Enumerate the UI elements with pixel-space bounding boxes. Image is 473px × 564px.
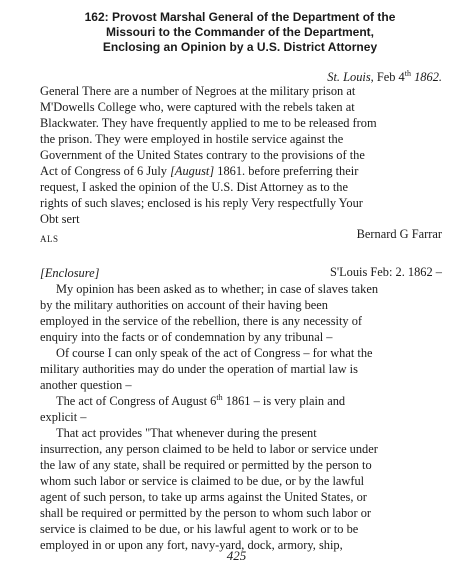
enclosure-line: employed in or upon any fort, navy-yard, dock, armory, ship, <box>40 538 343 552</box>
letter-line: Government of the United States contrary to the provisions of the <box>40 148 365 162</box>
letter-line: Obt sert <box>40 212 80 226</box>
letter-line: rights of such slaves; enclosed is his reply Very respectfully Your <box>40 196 363 210</box>
enclosure-line: enquiry into the facts or of condemnation by any tribunal – <box>40 330 333 344</box>
enclosure-label: [Enclosure] <box>40 266 100 280</box>
enclosure-dateline: S'Louis Feb: 2. 1862 – <box>329 265 442 279</box>
title-line-2: Missouri to the Commander of the Department, <box>105 25 375 39</box>
letter-line: Act of Congress of 6 July [August] 1861. before preferring their <box>40 164 359 178</box>
letter-line: the prison. They were employed in hostile service against the <box>40 132 344 146</box>
enclosure-line: by the military authorities on account of their having been <box>40 298 328 312</box>
enclosure-act-line: The act of Congress of August 6th 1861 – is very plain and <box>56 392 346 408</box>
enclosure-line: another question – <box>40 378 132 392</box>
letter-line: Blackwater. They have frequently applied to me to be released from <box>40 116 377 130</box>
signature: Bernard G Farrar <box>356 227 442 241</box>
enclosure-line: agent of such person, to take up arms against the United States, or <box>40 490 367 504</box>
letter-line: M'Dowells College who, were captured with the rebels taken at <box>40 100 355 114</box>
enclosure-line: service is claimed to be due, or his lawful agent to work or to be <box>40 522 359 536</box>
enclosure-line: employed in the service of the rebellion, there is any necessity of <box>40 314 363 328</box>
letter-place: St. Louis, <box>327 70 374 84</box>
enclosure-line: My opinion has been asked as to whether; in case of slaves taken <box>56 282 379 296</box>
enclosure-line: insurrection, any person claimed to be held to labor or service under <box>40 442 378 456</box>
enclosure-line: whom such labor or service is claimed to be due, or by the lawful <box>40 474 365 488</box>
letter-date: Feb 4th 1862. <box>376 68 442 84</box>
enclosure-line: That act provides "That whenever during the present <box>56 426 317 440</box>
letter-line: General There are a number of Negroes at the military prison at <box>40 84 356 98</box>
enclosure-line: explicit – <box>40 410 87 424</box>
title-line-3: Enclosing an Opinion by a U.S. District Attorney <box>102 40 378 54</box>
title-line-1: 162: Provost Marshal General of the Department of the <box>84 10 396 24</box>
als-label: ALS <box>40 234 59 244</box>
enclosure-line: military authorities may do under the operation of martial law is <box>40 362 358 376</box>
enclosure-line: Of course I can only speak of the act of Congress – for what the <box>56 346 373 360</box>
enclosure-line: shall be required or permitted by the person to whom such labor or <box>40 506 372 520</box>
page-number: 425 <box>226 548 247 563</box>
letter-line: request, I asked the opinion of the U.S. Dist Attorney as to the <box>40 180 348 194</box>
enclosure-line: the law of any state, shall be required or permitted by the person to <box>40 458 372 472</box>
